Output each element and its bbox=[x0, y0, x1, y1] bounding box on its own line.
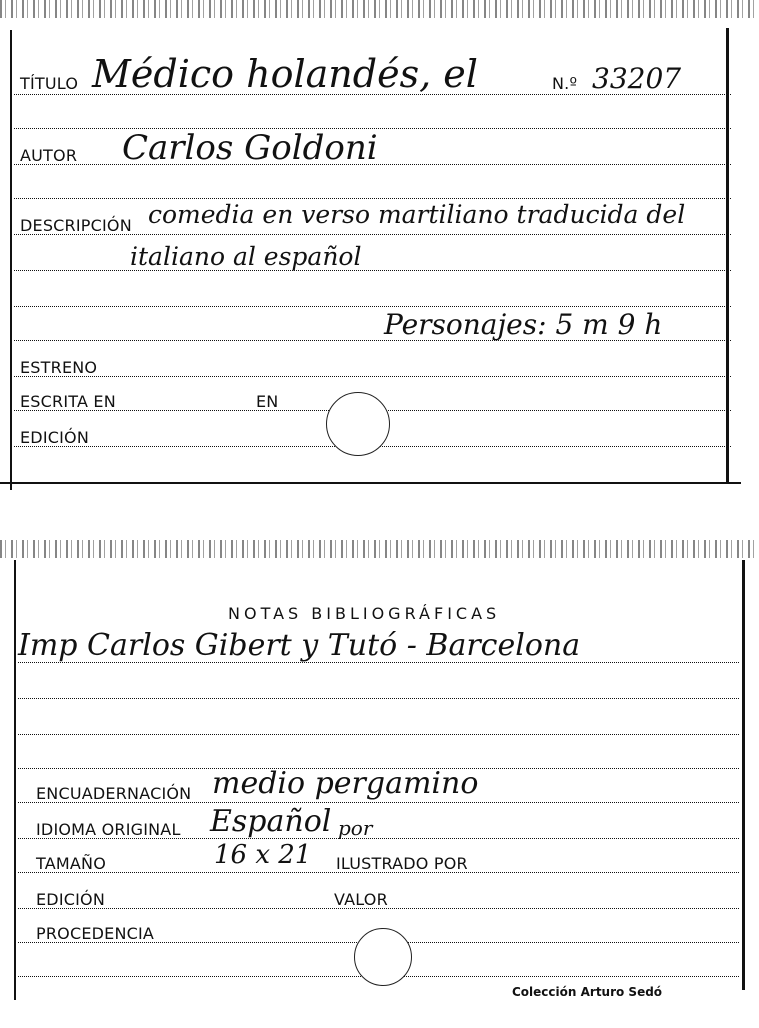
ilustrado-label: ILUSTRADO POR bbox=[336, 854, 468, 873]
tamano-value: 16 x 21 bbox=[214, 840, 312, 870]
coleccion-footer: Colección Arturo Sedó bbox=[512, 985, 663, 999]
idioma-label: IDIOMA ORIGINAL bbox=[36, 820, 181, 839]
ruled-line bbox=[18, 662, 739, 663]
edicion-label: EDICIÓN bbox=[20, 428, 90, 447]
personajes-note: Personajes: 5 m 9 h bbox=[384, 308, 663, 341]
card-left-border bbox=[10, 30, 12, 490]
descripcion-line2: italiano al español bbox=[130, 242, 362, 271]
card-right-border bbox=[742, 560, 745, 990]
ruled-line bbox=[14, 270, 731, 271]
por-label: por bbox=[338, 816, 373, 840]
imprenta-value: Imp Carlos Gibert y Tutó - Barcelona bbox=[18, 628, 581, 663]
descripcion-label: DESCRIPCIÓN bbox=[20, 216, 132, 235]
card-bottom-edge bbox=[0, 482, 741, 484]
encuadernacion-label: ENCUADERNACIÓN bbox=[36, 784, 192, 803]
ruled-line bbox=[14, 198, 731, 199]
ruled-line bbox=[18, 698, 739, 699]
escrita-label: ESCRITA EN bbox=[20, 392, 116, 411]
ruled-line bbox=[14, 376, 731, 377]
scan-edge-noise bbox=[0, 0, 759, 18]
notas-heading: NOTAS BIBLIOGRÁFICAS bbox=[228, 604, 501, 623]
idioma-value: Español bbox=[210, 804, 332, 839]
numero-value: 33207 bbox=[592, 62, 682, 95]
punch-hole bbox=[326, 392, 390, 456]
en-label: EN bbox=[256, 392, 279, 411]
ruled-line bbox=[18, 734, 739, 735]
card-right-border bbox=[726, 28, 729, 483]
ruled-line bbox=[14, 306, 731, 307]
catalog-card-back bbox=[0, 540, 759, 1010]
autor-value: Carlos Goldoni bbox=[122, 128, 378, 168]
estreno-label: ESTRENO bbox=[20, 358, 98, 377]
edicion-label: EDICIÓN bbox=[36, 890, 106, 909]
card-left-border bbox=[14, 560, 16, 1000]
numero-label: N.º bbox=[552, 74, 578, 93]
procedencia-label: PROCEDENCIA bbox=[36, 924, 155, 943]
titulo-label: TÍTULO bbox=[20, 74, 79, 93]
catalog-card-front bbox=[0, 0, 759, 494]
valor-label: VALOR bbox=[334, 890, 388, 909]
titulo-value: Médico holandés, el bbox=[92, 52, 478, 96]
scan-edge-noise bbox=[0, 540, 759, 558]
descripcion-line1: comedia en verso martiliano traducida del bbox=[148, 200, 686, 229]
encuadernacion-value: medio pergamino bbox=[212, 766, 479, 801]
punch-hole bbox=[354, 928, 412, 986]
tamano-label: TAMAÑO bbox=[36, 854, 106, 873]
autor-label: AUTOR bbox=[20, 146, 78, 165]
